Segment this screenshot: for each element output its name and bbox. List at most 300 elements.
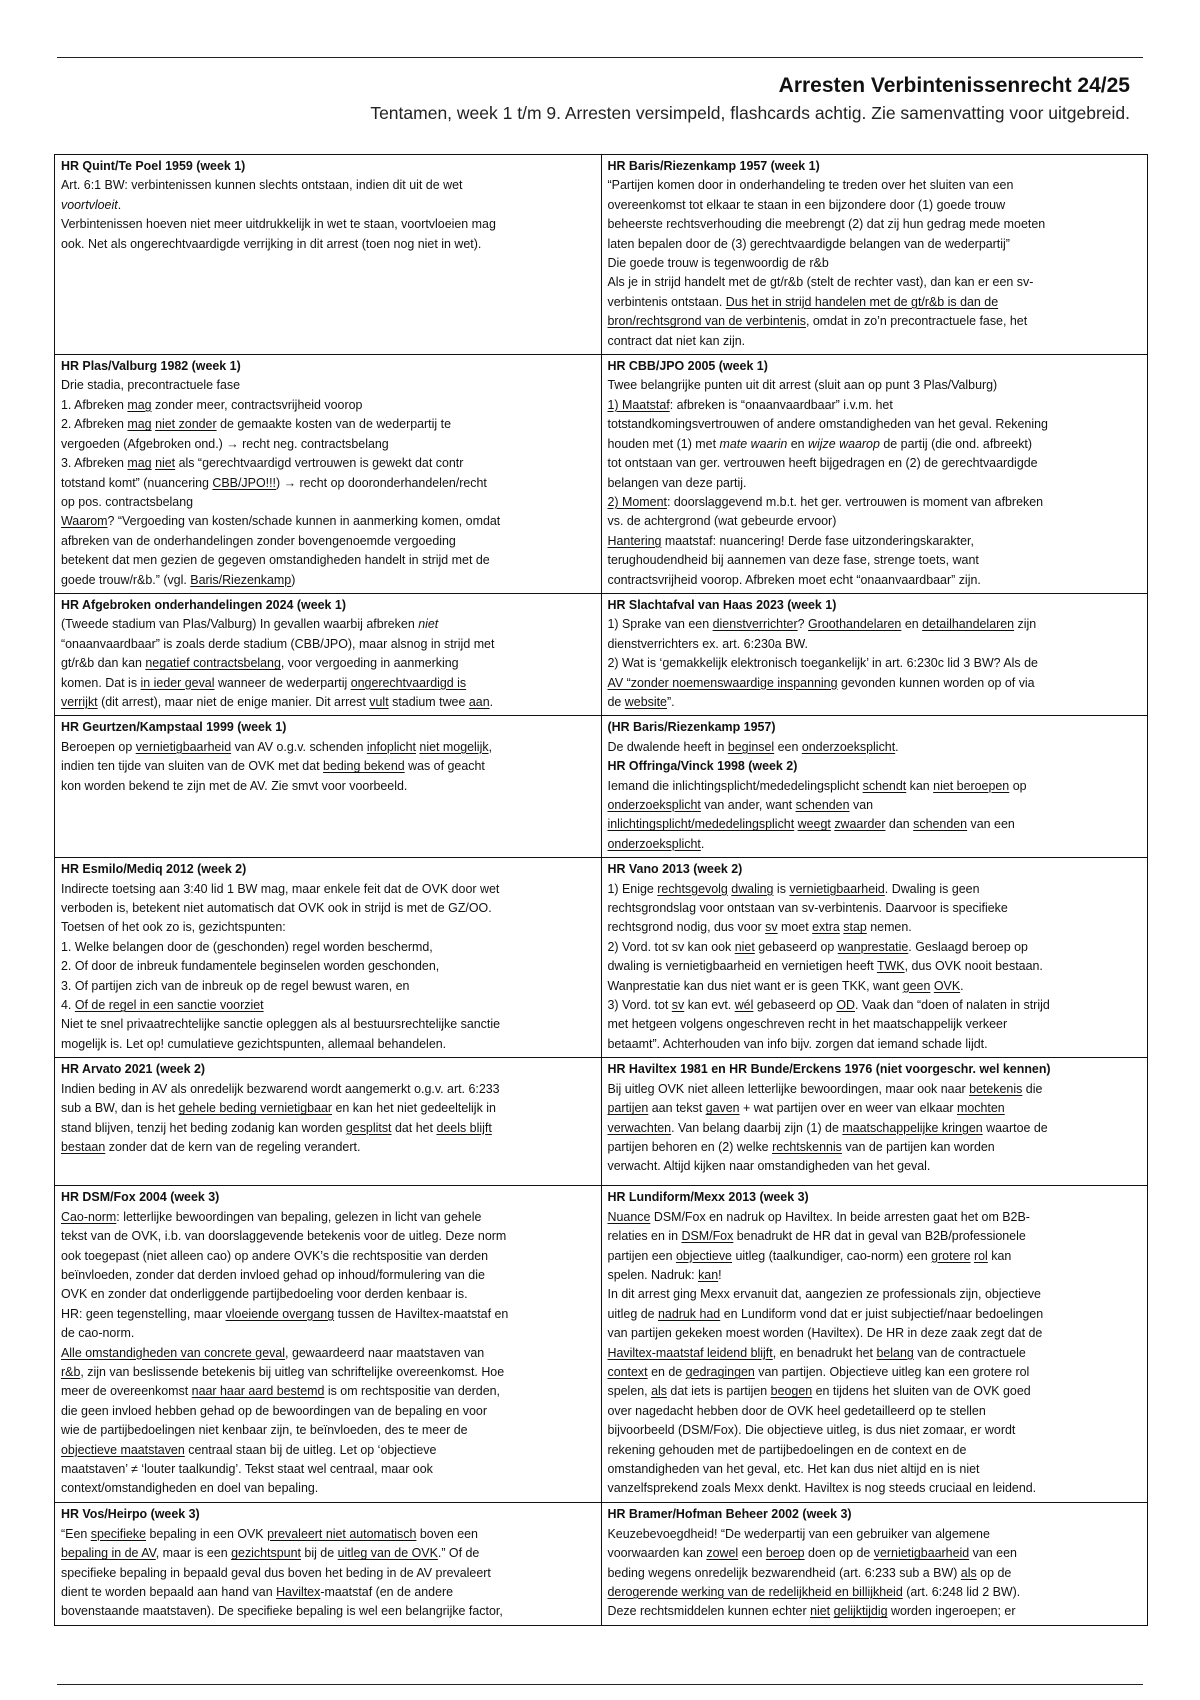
text-segment: en kan het niet gedeeltelijk in [332, 1101, 496, 1116]
text-segment: Niet te snel privaatrechtelijke sanctie opleggen als al bestuursrechtelijke sanctie [61, 1017, 501, 1032]
underlined-text: grotere [931, 1248, 971, 1263]
text-line [608, 1525, 1142, 1544]
text-segment: uitleg de [607, 1306, 658, 1321]
case-cell [601, 1503, 1148, 1625]
text-segment: . Van belang daarbij zijn (1) de [671, 1120, 843, 1135]
case-table-body [55, 155, 1148, 1626]
text-segment: waartoe de [982, 1120, 1048, 1135]
underlined-text: niet zonder [155, 417, 217, 432]
text-segment: specifieke bepaling in bepaald geval dus boven het beding in de AV prevaleert [61, 1565, 491, 1580]
text-segment: Die goede trouw is tegenwoordig de r&b [607, 256, 829, 271]
underlined-text: Of de regel in een sanctie voorziet [74, 998, 264, 1013]
text-line [608, 815, 1142, 834]
underlined-text: schenden [795, 798, 850, 812]
text-segment: Twee belangrijke punten uit dit arrest (sluit aan op punt 3 Plas/Valburg) [607, 378, 998, 393]
text-line [61, 1525, 595, 1544]
underlined-text: context [607, 1364, 648, 1379]
text-line [608, 1583, 1142, 1602]
text-line [61, 1344, 595, 1363]
text-segment: dan [885, 817, 914, 832]
text-line [61, 1035, 595, 1054]
text-segment: van de partijen kan worden [841, 1139, 995, 1154]
underlined-text: niet mogelijk [419, 739, 489, 754]
text-line [61, 1099, 595, 1118]
text-segment: , dus OVK nooit bestaan. [904, 959, 1043, 974]
underlined-text: inlichtingsplicht/mededelingsplicht [607, 817, 795, 832]
document-title: Arresten Verbintenissenrecht 24/25 [778, 74, 1130, 97]
text-line [61, 235, 595, 254]
text-segment: uitleg (taalkundiger, cao-norm) een [731, 1248, 932, 1263]
text-segment: . [117, 197, 122, 212]
text-segment: (art. 6:248 lid 2 BW). [902, 1584, 1021, 1599]
text-line [608, 1305, 1142, 1324]
text-line [61, 493, 595, 512]
text-segment: 1) Sprake van een [607, 617, 713, 632]
underlined-text: objectieve maatstaven [61, 1442, 185, 1457]
text-line [61, 1080, 595, 1099]
text-segment: Indirecte toetsing aan 3:40 lid 1 BW mag, maar enkele feit dat de OVK door wet [61, 881, 500, 896]
text-line [608, 738, 1142, 757]
case-cell [55, 716, 602, 858]
text-segment: , gewaardeerd naar maatstaven van [285, 1345, 485, 1360]
text-line [608, 674, 1142, 693]
text-line [608, 196, 1142, 215]
underlined-text: Haviltex [276, 1584, 321, 1599]
footer-rule [57, 1684, 1143, 1685]
text-line [608, 880, 1142, 899]
case-title: HR Bramer/Hofman Beheer 2002 (week 3) [607, 1507, 852, 1522]
case-title: HR Vano 2013 (week 2) [607, 862, 743, 877]
text-segment: ”. [666, 694, 675, 709]
text-segment: totstand komt” (nuancering [61, 475, 213, 490]
underlined-text: schenden [913, 817, 968, 832]
text-segment: Keuzebevoegdheid! “De wederpartij van een gebruiker van algemene [607, 1526, 990, 1541]
text-segment: partijen een [607, 1248, 676, 1263]
text-segment: contract dat niet kan zijn. [607, 333, 746, 348]
underlined-text: nadruk had [657, 1306, 721, 1321]
underlined-text: Alle omstandigheden van concrete geval [61, 1345, 286, 1360]
text-segment: : doorslaggevend m.b.t. het ger. vertrouwen is moment van afbreken [666, 494, 1044, 509]
text-line [61, 396, 595, 415]
text-line [608, 532, 1142, 551]
text-segment: stadium twee [388, 694, 469, 709]
underlined-text: betekenis [969, 1081, 1023, 1096]
underlined-text: zwaarder [834, 817, 886, 832]
table-row [55, 716, 1148, 858]
text-segment: 4. [61, 998, 75, 1013]
text-segment: 1. Welke belangen door de (geschonden) regel worden beschermd, [61, 939, 433, 954]
text-segment: doen op de [804, 1546, 874, 1561]
case-title: HR DSM/Fox 2004 (week 3) [61, 1190, 220, 1205]
text-segment: van de contractuele [913, 1345, 1026, 1360]
underlined-text: wél [734, 998, 754, 1013]
text-line [608, 415, 1142, 434]
text-line [61, 435, 595, 454]
text-line [61, 1441, 595, 1460]
text-segment: dat iets is partijen [666, 1384, 771, 1399]
text-segment: zonder dat de kern van de regeling verandert. [105, 1139, 361, 1154]
text-segment: gt/r&b dan kan [61, 656, 146, 671]
text-segment: spelen. Nadruk: [607, 1267, 699, 1282]
text-line [608, 1285, 1142, 1304]
underlined-text: partijen [607, 1101, 649, 1116]
text-segment: verboden is, betekent niet automatisch dat OVK ook in strijd is met de GZ/OO. [61, 901, 492, 916]
text-line [608, 1421, 1142, 1440]
text-line [61, 899, 595, 918]
text-line [608, 1544, 1142, 1563]
text-line [608, 293, 1142, 312]
text-segment: en tijdens het sluiten van de OVK goed [812, 1384, 1031, 1399]
text-segment: . [700, 836, 705, 851]
text-line [608, 1138, 1142, 1157]
underlined-text: uitleg van de OVK [337, 1546, 438, 1561]
text-segment: Toetsen of het ook zo is, gezichtspunten: [61, 920, 286, 935]
text-segment: tussen de Haviltex-maatstaf en [334, 1306, 509, 1321]
case-cell [601, 858, 1148, 1058]
text-segment: + wat partijen over en weer van elkaar [739, 1101, 958, 1116]
text-line [61, 757, 595, 776]
text-segment: zijn [1014, 617, 1037, 632]
text-line [61, 977, 595, 996]
text-line [61, 1402, 595, 1421]
underlined-text: OVK [933, 978, 961, 993]
underlined-text: 2) Moment [607, 494, 667, 509]
text-line [61, 1324, 595, 1343]
text-segment: 2. Of door de inbreuk fundamentele beginselen worden geschonden, [61, 959, 440, 974]
case-title: HR Esmilo/Mediq 2012 (week 2) [61, 862, 247, 877]
text-line [61, 571, 595, 590]
text-segment: bovenstaande maatstaven). De specifieke bepaling is wel een belangrijke factor, [61, 1604, 503, 1619]
text-segment: de gemaakte kosten van de wederpartij te [216, 417, 451, 432]
text-segment: rechtsgrondslag voor ontstaan van sv-verbintenis. Daarvoor is specifieke [607, 901, 1008, 916]
underlined-text: verwachten [607, 1120, 672, 1135]
text-segment: ) → recht op dooronderhandelen/recht [276, 475, 487, 490]
text-line [608, 899, 1142, 918]
text-line [61, 532, 595, 551]
text-segment: centraal staan bij de uitleg. Let op ‘objectieve [184, 1442, 437, 1457]
text-line [61, 957, 595, 976]
underlined-text: r&b [61, 1364, 81, 1379]
text-segment: In dit arrest ging Mexx ervanuit dat, aangezien ze professionals zijn, objectieve [607, 1287, 1041, 1302]
text-line [608, 1099, 1142, 1118]
text-line [608, 512, 1142, 531]
text-segment: boven een [416, 1526, 478, 1541]
underlined-text: vernietigbaarheid [135, 739, 232, 754]
text-line [61, 1479, 595, 1498]
underlined-text: dwaling [731, 881, 774, 896]
underlined-text: beginsel [727, 739, 775, 754]
case-title: HR Baris/Riezenkamp 1957 (week 1) [607, 159, 820, 173]
text-segment: gebaseerd op [754, 939, 838, 954]
text-line [608, 396, 1142, 415]
text-segment: afbreken van de onderhandelingen zonder bovengenoemde vergoeding [61, 533, 456, 548]
text-segment: is om rechtspositie van derden, [324, 1384, 501, 1399]
text-line [608, 1247, 1142, 1266]
case-cell [601, 1186, 1148, 1503]
text-segment: dienstverrichters ex. art. 6:230a BW. [607, 636, 808, 651]
case-cell [55, 355, 602, 594]
text-line [61, 1305, 595, 1324]
underlined-text: CBB/JPO!!! [212, 475, 276, 490]
text-line [61, 1363, 595, 1382]
italic-text: mate waarin [719, 436, 788, 451]
text-line [608, 693, 1142, 712]
text-segment: . Dwaling is geen [884, 881, 980, 896]
underlined-text: gaven [705, 1101, 740, 1116]
text-segment: stand blijven, tenzij het beding zodanig kan worden [61, 1120, 346, 1135]
text-segment: de [607, 694, 625, 709]
text-segment: van [849, 798, 874, 812]
text-line [608, 957, 1142, 976]
text-line [608, 435, 1142, 454]
text-segment: ) [291, 572, 296, 587]
underlined-text: wanprestatie [837, 939, 909, 954]
text-line [608, 1119, 1142, 1138]
text-segment: tekst van de OVK, i.b. van doorslaggevende betekenis voor de uitleg. Deze norm [61, 1229, 507, 1244]
text-line [608, 1227, 1142, 1246]
case-title: HR CBB/JPO 2005 (week 1) [607, 359, 768, 374]
text-segment: Art. 6:1 BW: verbintenissen kunnen slechts ontstaan, indien dit uit de wet [61, 178, 463, 193]
text-line [608, 1015, 1142, 1034]
text-line [608, 474, 1142, 493]
text-segment: gevonden kunnen worden op of via [837, 675, 1035, 690]
italic-text: niet [418, 617, 439, 632]
text-line [608, 635, 1142, 654]
text-segment: met hetgeen volgens ongeschreven recht in het maatschappelijk verkeer [607, 1017, 1008, 1032]
underlined-text: infoplicht [366, 739, 416, 754]
text-line [61, 738, 595, 757]
table-row [55, 1186, 1148, 1503]
text-line [61, 376, 595, 395]
text-line [608, 654, 1142, 673]
text-segment: Bij uitleg OVK niet alleen letterlijke bewoordingen, maar ook naar [607, 1081, 970, 1096]
text-segment: als “gerechtvaardigd vertrouwen is gewekt dat contr [175, 456, 464, 471]
text-line [61, 1421, 595, 1440]
text-segment: -maatstaf (en de andere [320, 1584, 454, 1599]
text-line [61, 1382, 595, 1401]
text-segment: dat het [391, 1120, 437, 1135]
text-line [61, 777, 595, 796]
text-line [61, 674, 595, 693]
text-segment: benadrukt de HR dat in geval van B2B/professionele [733, 1229, 1026, 1244]
text-segment: komen. Dat is [61, 675, 141, 690]
text-segment: kan [906, 778, 934, 793]
table-row [55, 155, 1148, 355]
underlined-text: Cao-norm [61, 1209, 117, 1224]
underlined-text: website [624, 694, 667, 709]
header-rule [57, 57, 1143, 58]
text-line [61, 415, 595, 434]
text-line [608, 777, 1142, 796]
text-line [608, 273, 1142, 292]
underlined-text: geen [902, 978, 931, 993]
text-line [61, 1208, 595, 1227]
case-cell [55, 593, 602, 715]
table-row [55, 355, 1148, 594]
text-line [608, 176, 1142, 195]
underlined-text: prevaleert niet automatisch [267, 1526, 417, 1541]
underlined-text: detailhandelaren [922, 617, 1015, 632]
text-segment: rechtsgrond nodig, dus voor [607, 920, 766, 935]
underlined-text: weegt [797, 817, 831, 832]
text-line [61, 1460, 595, 1479]
underlined-text: gedragingen [685, 1364, 755, 1379]
table-row [55, 1058, 1148, 1186]
text-segment: dient te worden bepaald aan hand van [61, 1584, 277, 1599]
text-segment: indien ten tijde van sluiten van de OVK met dat [61, 759, 324, 774]
text-segment: relaties en in [607, 1229, 682, 1244]
text-segment: spelen, [607, 1384, 652, 1399]
text-segment: 1. Afbreken [61, 397, 128, 412]
underlined-text: AV “zonder noemenswaardige inspanning [607, 675, 838, 690]
text-segment: van AV o.g.v. schenden [231, 739, 367, 754]
text-line [61, 938, 595, 957]
underlined-text: in ieder geval [140, 675, 215, 690]
underlined-text: kan [698, 1267, 719, 1282]
underlined-text: rechtskennis [772, 1139, 842, 1154]
text-segment: sub a BW, dan is het [61, 1101, 179, 1116]
text-segment: beheerste rechtsverhouding die meebrengt (2) dat zij hun gedrag mede moeten [607, 217, 1046, 232]
underlined-text: 1) Maatstaf [607, 397, 670, 412]
text-segment: 1) Enige [607, 881, 658, 896]
underlined-text: DSM/Fox [681, 1229, 734, 1244]
text-line [61, 1119, 595, 1138]
underlined-text: sv [765, 920, 778, 935]
text-segment: , voor vergoeding in aanmerking [280, 656, 459, 671]
text-line [61, 512, 595, 531]
text-line [608, 1460, 1142, 1479]
text-segment: kon worden bekend te zijn met de AV. Zie smvt voor voorbeeld. [61, 778, 408, 793]
text-segment: over nagedacht hebben door de OVK heel gedetailleerd op te stellen [607, 1403, 986, 1418]
underlined-text: mochten [957, 1101, 1005, 1116]
underlined-text: vernietigbaarheid [873, 1546, 970, 1561]
text-line [61, 215, 595, 234]
underlined-text: maatschappelijke kringen [842, 1120, 983, 1135]
underlined-text: mag [127, 417, 152, 432]
text-segment: die geen invloed hebben gehad op de bewoordingen van de bepaling en voor [61, 1403, 487, 1418]
text-line [61, 1015, 595, 1034]
text-line [61, 474, 595, 493]
underlined-text: Baris/Riezenkamp [190, 572, 292, 587]
text-segment: , en benadrukt het [772, 1345, 877, 1360]
text-line [61, 635, 595, 654]
underlined-text: onderzoeksplicht [607, 836, 701, 851]
underlined-text: aan [468, 694, 490, 709]
text-segment: . Vaak dan “doen of nalaten in strijd [855, 998, 1050, 1013]
text-line [61, 996, 595, 1015]
text-segment: bijvoorbeeld (DSM/Fox). Die objectieve uitleg, is dus niet zomaar, er wordt [607, 1423, 1016, 1438]
underlined-text: als [651, 1384, 667, 1399]
underlined-text: ongerechtvaardigd is [350, 675, 467, 690]
table-row [55, 1503, 1148, 1625]
text-line [608, 1035, 1142, 1054]
case-cell [55, 858, 602, 1058]
underlined-text: schendt [862, 778, 907, 793]
text-segment: rekening gehouden met de partijbedoelingen en de context en de [607, 1442, 967, 1457]
text-line [608, 312, 1142, 331]
text-segment: belangen van deze partij. [607, 475, 747, 490]
text-line [61, 880, 595, 899]
text-line [608, 1157, 1142, 1176]
text-segment: : afbreken is “onaanvaardbaar” i.v.m. het [669, 397, 893, 412]
text-line [608, 332, 1142, 351]
text-segment: OVK en zonder dat onderliggende partijbedoeling voor derden kenbaar is. [61, 1287, 468, 1302]
case-title: HR Quint/Te Poel 1959 (week 1) [61, 159, 246, 173]
text-segment: van een [969, 1546, 1017, 1561]
text-segment: van partijen gekeken moest worden (Haviltex). De HR in deze zaak zegt dat de [607, 1326, 1043, 1341]
case-cell [601, 155, 1148, 355]
text-segment: was of geacht [404, 759, 485, 774]
text-segment: . [895, 739, 899, 754]
text-line [608, 235, 1142, 254]
text-segment: contractsvrijheid voorop. Afbreken moet echt “onaanvaardbaar” zijn. [607, 572, 981, 587]
underlined-text: extra [812, 920, 840, 935]
text-segment: 2) Vord. tot sv kan ook [607, 939, 735, 954]
underlined-text: deels blijft [436, 1120, 492, 1135]
text-segment: Drie stadia, precontractuele fase [61, 378, 241, 393]
text-segment: de cao-norm. [61, 1326, 135, 1341]
text-line [608, 835, 1142, 854]
text-line [608, 1382, 1142, 1401]
text-segment: worden ingeroepen; er [887, 1604, 1016, 1619]
underlined-text: verrijkt [61, 694, 98, 709]
text-line [608, 977, 1142, 996]
text-segment: maatstaf: nuancering! Derde fase uitzonderingskarakter, [661, 533, 974, 548]
underlined-text: negatief contractsbelang [145, 656, 281, 671]
underlined-text: bepaling in de AV [61, 1546, 156, 1561]
text-segment: 3. Afbreken [61, 456, 128, 471]
italic-text: wijze waarop [808, 436, 880, 451]
text-line [61, 1247, 595, 1266]
text-segment: Indien beding in AV als onredelijk bezwarend wordt aangemerkt o.g.v. art. 6:233 [61, 1081, 500, 1096]
text-line [61, 176, 595, 195]
case-title: HR Lundiform/Mexx 2013 (week 3) [607, 1190, 809, 1205]
text-line [608, 215, 1142, 234]
underlined-text: belang [876, 1345, 914, 1360]
text-line [61, 654, 595, 673]
text-line [608, 796, 1142, 815]
text-segment: totstandkomingsvertrouwen of andere omstandigheden van het geval. Rekening [607, 417, 1048, 432]
text-segment: en [901, 617, 923, 632]
text-segment: dwaling is vernietigbaarheid en vernietigen heeft [607, 959, 877, 974]
underlined-text: bron/rechtsgrond van de verbintenis [607, 314, 806, 329]
text-line [608, 918, 1142, 937]
case-title: HR Slachtafval van Haas 2023 (week 1) [607, 597, 837, 612]
text-segment: mogelijk is. Let op! cumulatieve gezichtspunten, allemaal behandelen. [61, 1036, 447, 1051]
text-line [61, 551, 595, 570]
underlined-text: Waarom [61, 514, 108, 529]
underlined-text: rechtsgevolg [657, 881, 728, 896]
text-segment: ! [718, 1267, 722, 1282]
underlined-text: beogen [770, 1384, 813, 1399]
text-segment: “Een [61, 1526, 91, 1541]
text-segment: op [1009, 778, 1027, 793]
case-title: HR Haviltex 1981 en HR Bunde/Erckens 1976 (niet voorgeschr. wel kennen) [607, 1062, 1051, 1077]
underlined-text: als [960, 1565, 977, 1580]
document-subtitle: Tentamen, week 1 t/m 9. Arresten versimpeld, flashcards achtig. Zie samenvatting voor uitgebreid. [370, 103, 1130, 123]
text-line [608, 1344, 1142, 1363]
text-segment: van partijen. Objectieve uitleg kan een grotere rol [754, 1364, 1030, 1379]
case-cell [601, 593, 1148, 715]
case-cell [601, 1058, 1148, 1186]
case-cell [601, 355, 1148, 594]
italic-text: voortvloeit [61, 197, 118, 212]
text-segment: “onaanvaardbaar” is zoals derde stadium (CBB/JPO), maar alsnog in strijd met [61, 636, 495, 651]
text-segment: omstandigheden van het geval, etc. Het kan dus niet altijd en is niet [607, 1461, 980, 1476]
case-cell [55, 155, 602, 355]
text-segment: . Geslaagd beroep op [908, 939, 1028, 954]
underlined-text: beroep [765, 1546, 805, 1561]
